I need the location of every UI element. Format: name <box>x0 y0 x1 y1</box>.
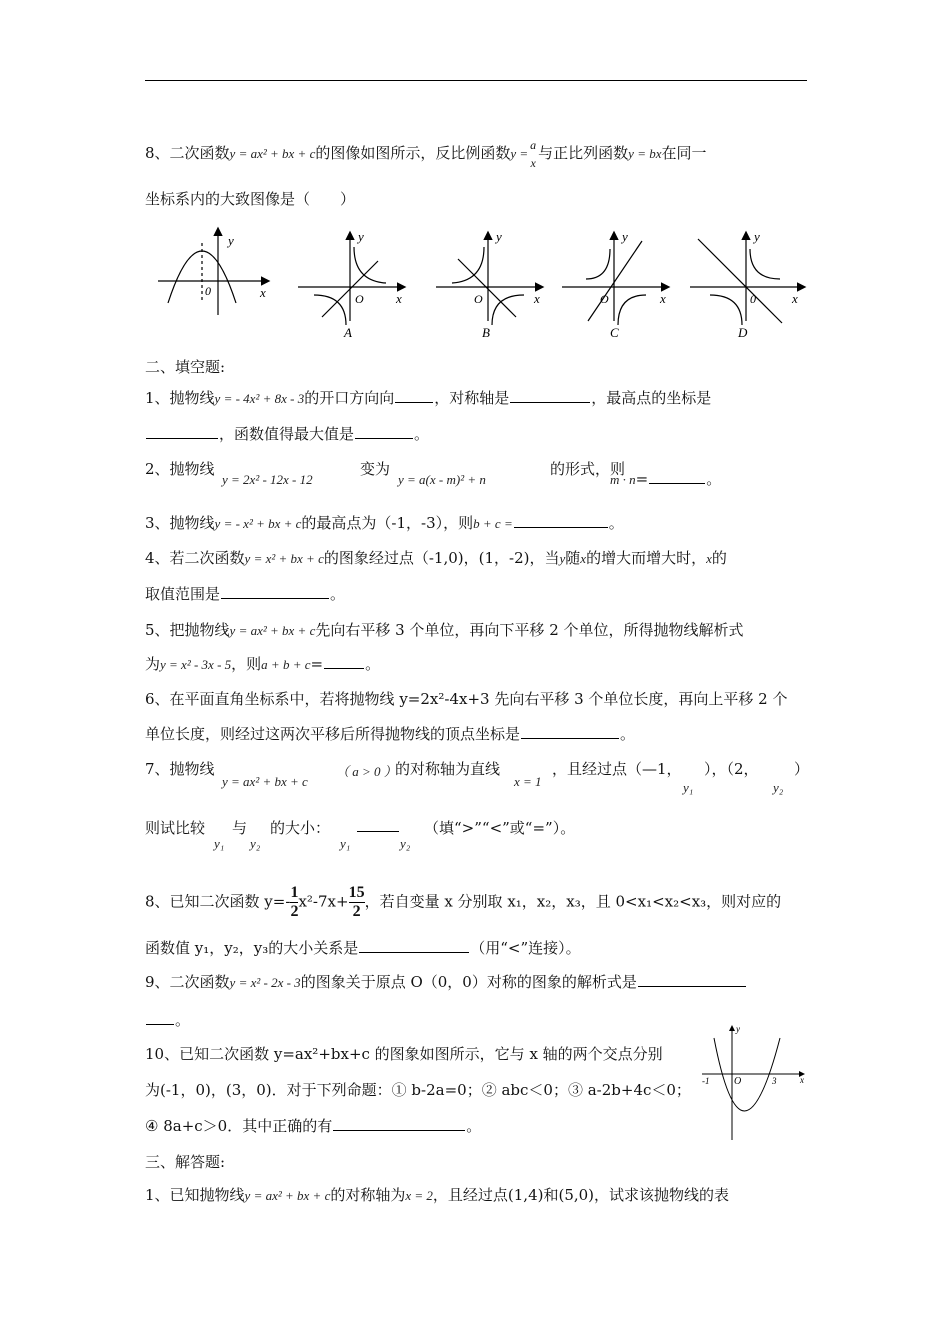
answer-blank[interactable] <box>649 469 705 484</box>
fill-q2: 2、抛物线 <box>145 460 215 478</box>
fill-q10-line1: 10、已知二次函数 y=ax²+bx+c 的图象如图所示，它与 x 轴的两个交点分别 <box>145 1045 663 1063</box>
answer-blank[interactable] <box>638 972 746 987</box>
option-c-figure <box>562 233 668 325</box>
option-d-figure <box>690 233 804 325</box>
fill-q7-line2-a: 则试比较 <box>145 819 206 837</box>
option-a-y-label: y <box>358 229 364 244</box>
answer-blank[interactable] <box>357 817 399 832</box>
option-d-y-label: y <box>754 229 760 244</box>
answer-blank[interactable] <box>355 424 413 439</box>
fill-q7-a: 7、抛物线 <box>145 760 215 778</box>
fill-q2-rest: y = 2x² - 12x - 12 <box>222 472 313 487</box>
q10-fig-origin: O <box>734 1076 742 1087</box>
answer-blank[interactable] <box>359 938 469 953</box>
fill-q10-line2: 为(-1，0)，(3，0)．对于下列命题：① b-2a=0；② abc＜0；③ a-2b+4c＜0； <box>145 1081 691 1099</box>
solve-q1-line1: 1、已知抛物线y = ax² + bx + c的对称轴为x = 2，且经过点(1,4)和(5,0)，试求该抛物线的表 <box>145 1186 730 1204</box>
q8-choice-line1: 8、二次函数y = ax² + bx + c的图像如图所示，反比例函数y = a x 与正比列函数y = bx在同一 <box>145 138 707 170</box>
answer-blank[interactable] <box>146 1010 174 1025</box>
fill-q1-line1: 1、抛物线y = - 4x² + 8x - 3的开口方向向 ，对称轴是 ，最高点的坐标是 <box>145 389 712 407</box>
option-c-x-label: x <box>660 291 666 306</box>
option-c-label: C <box>610 325 619 340</box>
q8-figures <box>150 225 810 345</box>
option-b-y-label: y <box>496 229 502 244</box>
answer-blank[interactable] <box>395 388 433 403</box>
option-a-figure <box>298 233 404 325</box>
option-c-y-label: y <box>622 229 628 244</box>
option-a-x-label: x <box>396 291 402 306</box>
fill-q5-line1: 5、把抛物线y = ax² + bx + c先向右平移 3 个单位，再向下平移 2 个单位，所得抛物线解析式 <box>145 621 744 639</box>
q8-choice-line2: 坐标系内的大致图像是（ ） <box>145 190 356 208</box>
fill-q8-line2: 函数值 y₁，y₂，y₃的大小关系是 （用“<”连接）。 <box>145 939 581 957</box>
option-c-origin: O <box>600 292 609 306</box>
fill-q7-y2: y₂ <box>773 780 784 795</box>
fill-q4-line2: 取值范围是 。 <box>145 585 346 603</box>
fill-q7-b: 的对称轴为直线 <box>395 760 501 778</box>
header-rule <box>145 80 807 81</box>
fill-q2-end: 的形式，则 <box>550 460 626 478</box>
option-a-origin: O <box>355 292 364 306</box>
answer-blank[interactable] <box>510 388 590 403</box>
parabola-figure-origin: 0 <box>205 284 211 298</box>
answer-blank[interactable] <box>333 1116 465 1131</box>
fill-q6-line2: 单位长度，则经过这两次平移后所得抛物线的顶点坐标是 。 <box>145 725 636 743</box>
fill-q7-line2-y1: y₁ <box>214 836 225 851</box>
fill-q7-f1: y = ax² + bx + c <box>222 774 308 789</box>
q10-fig-x-label: x <box>800 1075 804 1085</box>
answer-blank[interactable] <box>146 424 218 439</box>
fill-q2-mid: 变为 <box>360 460 391 478</box>
section3-title: 三、解答题: <box>145 1153 226 1171</box>
fill-q8-line1: 8、已知二次函数 y=- $\frac{1}{2}$ x²-7x+ $\frac{15}{2}$ ，若自变量 x 分别取 x₁，x₂，x₃，且 0<x₁<x₂<x₃，则对应的 <box>145 884 782 920</box>
option-a-label: A <box>344 325 352 340</box>
fill-q7-line2-y2b: y₂ <box>400 836 411 851</box>
fill-q7-f3: x = 1 <box>514 774 542 789</box>
answer-blank[interactable] <box>521 724 619 739</box>
answer-blank[interactable] <box>221 584 329 599</box>
fill-q9-line1: 9、二次函数y = x² - 2x - 3的图象关于原点 O（0，0）对称的图象的解析式是 <box>145 971 747 994</box>
q10-fig-minus-one: -1 <box>702 1076 710 1086</box>
fill-q7-y1: y₁ <box>683 780 694 795</box>
answer-blank[interactable] <box>514 513 608 528</box>
parabola-figure-y-label: y <box>228 233 234 248</box>
parabola-figure-x-label: x <box>260 285 266 300</box>
q10-fig-three: 3 <box>772 1076 777 1086</box>
option-d-label: D <box>738 325 748 340</box>
fill-q5-line2: 为y = x² - 3x - 5，则a + b + c= 。 <box>145 655 381 673</box>
section2-title: 二、填空题: <box>145 358 226 376</box>
option-d-origin: 0 <box>750 292 756 306</box>
option-b-label: B <box>482 325 490 340</box>
fraction-a-over-x: a x <box>530 138 537 170</box>
q10-parabola-figure <box>700 1022 812 1142</box>
option-d-x-label: x <box>792 291 798 306</box>
fill-q6-line1: 6、在平面直角坐标系中，若将抛物线 y=2x²-4x+3 先向右平移 3 个单位长度，再向上平移 2 个 <box>145 690 788 708</box>
fill-q7-line2-d: （填“>”“<”或“=”）。 <box>424 819 576 837</box>
fill-q7-d: ），（2， <box>704 760 759 778</box>
fill-q2-mn: m · n= 。 <box>610 470 722 488</box>
parabola-figure <box>158 229 268 315</box>
fill-q7-line2-y2: y₂ <box>250 836 261 851</box>
fill-q7-line2-b: 与 <box>232 819 248 837</box>
fill-q7-line2-cmp: y₁ <box>340 836 351 851</box>
fill-q4-line1: 4、若二次函数y = x² + bx + c的图象经过点（-1,0)，(1，-2)，当y随x的增大而增大时，x的 <box>145 549 727 567</box>
fill-q7-f2: （ a > 0 ） <box>336 764 397 779</box>
q10-fig-y-label: y <box>736 1024 740 1034</box>
fill-q7-e: ） <box>794 760 810 778</box>
fill-q10-line3: ④ 8a+c＞0．其中正确的有 。 <box>145 1117 482 1135</box>
option-b-origin: O <box>474 292 483 306</box>
answer-blank[interactable] <box>324 654 364 669</box>
fraction-one-half: $\frac{1}{2}$ <box>290 884 299 920</box>
fill-q3: 3、抛物线y = - x² + bx + c的最高点为（-1，-3），则b + c = 。 <box>145 514 624 532</box>
fill-q1-line2: ，函数值得最大值是 。 <box>145 423 429 445</box>
option-b-x-label: x <box>534 291 540 306</box>
fill-q9-line2: 。 <box>145 1009 190 1031</box>
fill-q7-c: ，且经过点（—1， <box>552 760 682 778</box>
fill-q7-line2-c: 的大小： <box>270 819 331 837</box>
option-b-figure <box>436 233 542 325</box>
fill-q2-form: y = a(x - m)² + n <box>398 472 486 487</box>
fraction-fifteen-halves: $\frac{15}{2}$ <box>348 884 365 920</box>
